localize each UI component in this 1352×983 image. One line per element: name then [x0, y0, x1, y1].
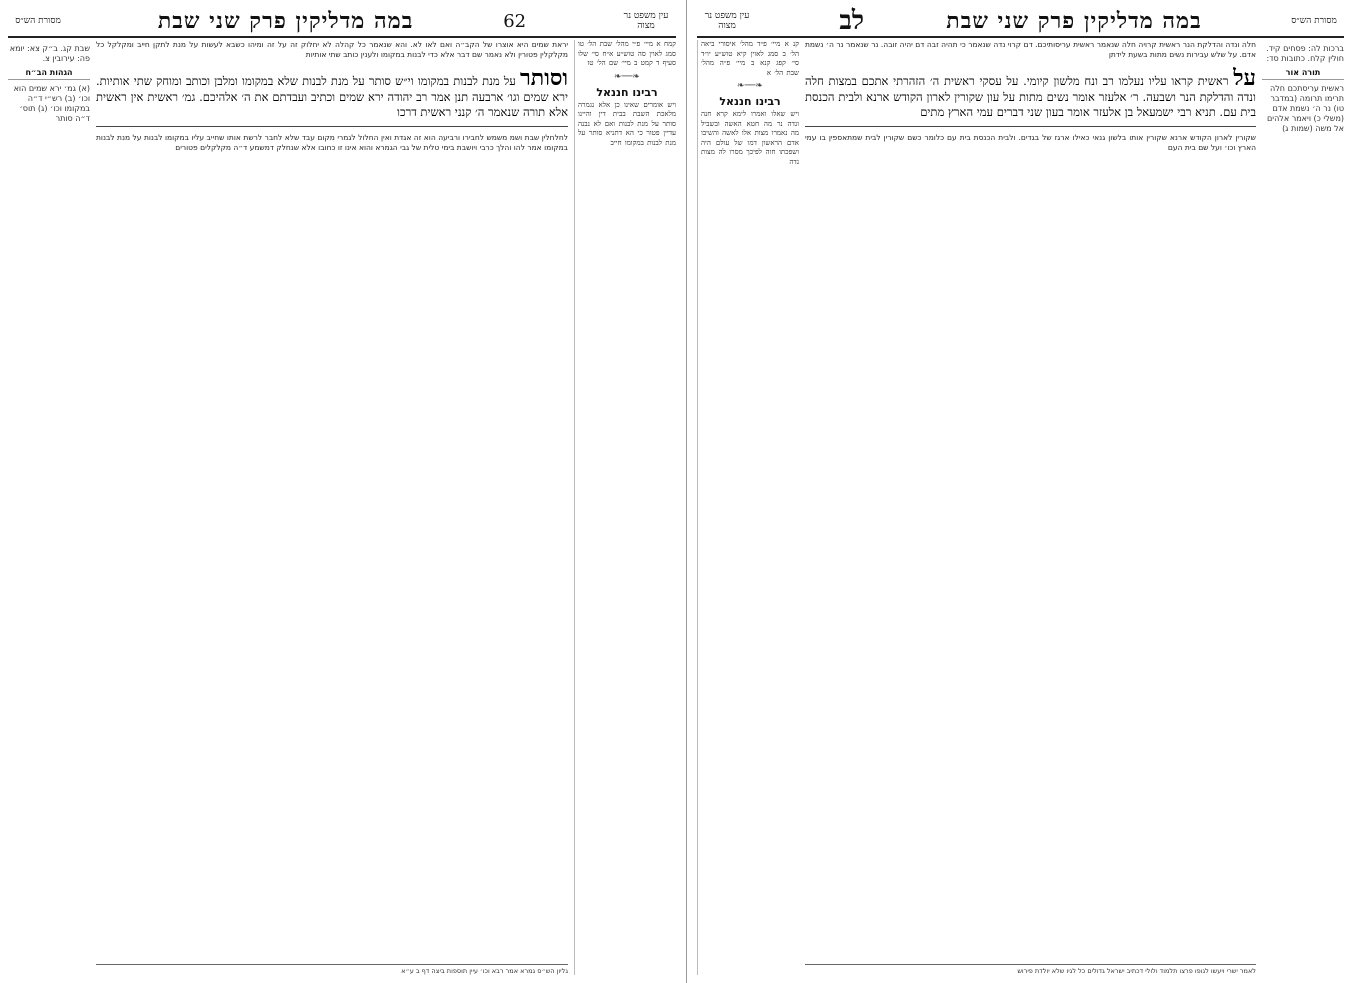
left-rabbenu-chananel-title: רבינו חננאל [719, 95, 781, 108]
right-separator [96, 126, 568, 127]
left-inner-column [1262, 40, 1344, 975]
right-tosafot-top: יראת שמים היא אוצרו של הקב״ה ואם לאו לא. והא שנאמר כל קהלה לא יחלוק זה על זה ומיהו כשבא לעשות על מנת לתקן חייב ומקלקל כל מקלקלין פטורין ולא נאמר שם דבר אלא כדי לבנות במקומו ולענין כותב שתי אותיות [96, 40, 568, 59]
right-gemara-body: על מנת לבנות במקומו וי״ש סותר על מנת לבנות שלא במקומו ומלבן וכותב ומוחק שתי אותיות. ירא שמים וגו׳ ארבעה תנן אמר רב יהודה ירא שמים וכתיב ועבדתם את ה׳ אלהיכם. גמ׳ ראשית אין ראשית אלא תורה שנאמר ה׳ קנני ראשית דרכו [96, 74, 568, 119]
left-footnote: לאמר ישרי ויעשו לגופו פרצו תלמוד ולולי דכתיב ישראל גדולים כל לגיו שלא יולדת פירוש [805, 964, 1256, 976]
left-separator [805, 126, 1256, 127]
left-mesoret: ברכות לה: פסחים קיד. חולין קלח. כתובות סד: [1266, 44, 1344, 63]
left-gemara-text [805, 66, 1256, 120]
left-side-label-left: עין משפט נר מצוה [704, 11, 750, 31]
right-main-column [96, 40, 568, 975]
left-tosafot-text: שקורין לארון הקודש ארנא שקורין אותו בלשון גנאי כאילו ארגז של בגדים. ולבית הכנסת בית עם כלומר כשם שקורין לבית שמתאספין בו עמי הארץ וכו׳ ועל שם בית העם [805, 133, 1256, 152]
right-side-label-right: עין משפט נר מצוה [623, 11, 669, 31]
left-opening-word: על [1233, 65, 1256, 91]
left-running-head [697, 6, 1344, 38]
left-main-column [805, 40, 1256, 975]
ornament-divider-left: ❧──❧ [737, 81, 763, 91]
ornament-divider: ❧──❧ [614, 71, 640, 82]
left-page [686, 0, 1352, 983]
left-folio-number: לב [839, 6, 865, 36]
left-gemara-body: ראשית קראו עליו נעלמו רב ונח מלשון קיומי. על עסקי ראשית ה׳ הזהרתי אתכם במצות חלה ונדה והדלקת הנר ושבעה. ר׳ אלעזר אומר נשים מתות על עון שקורין לארון הקודש ארנא ולבית הכנסת בית עם. תניא רבי ישמעאל בן אלעזר אומר בעון שני דברים עמי הארץ מתים [805, 74, 1256, 119]
right-inner-column [8, 40, 90, 975]
left-rashi-top: חלה ונדה והדלקת הנר ראשית קרויה חלה שנאמר ראשית עריסותיכם. דם קרוי נדה שנאמר כי תהיה זבה דם יהיה זובה. נר שנאמר נר ה׳ נשמת אדם. על שלש עבירות נשים מתות בשעת לידתן [805, 40, 1256, 59]
right-gemara-text [96, 66, 568, 120]
right-opening-word: וסותר [520, 65, 568, 91]
left-torah-or-text: ראשית עריסתכם חלה תרימו תרומה (במדבר טו) נר ה׳ נשמת אדם (משלי כ) ויאמר אלהים אל משה (שמות ג) [1266, 84, 1344, 133]
right-hagahot-label: הגהות הב״ח [8, 68, 90, 80]
left-page-title: במה מדליקין פרק שני שבת [946, 8, 1202, 34]
right-outer-column [574, 40, 676, 975]
right-ein-mishpat: קמח א מיי׳ פ״י מהל׳ שבת הל׳ טו סמג לאוין סה טוש״ע א״ח סי׳ שלו סעיף ד קמט ב מיי׳ שם הל׳ טז [578, 40, 676, 67]
right-rashi-text: לחלחלין שבת ושמ משמש לחבירו ורביעה הוא זה אגדת ואין החלול לגמרי מקום עבד שלא לחבר לרשת אותו שחייב עליו במקומו לבנות על מנת לבנות במקומו אמר להו והלך כרבי ויושבת בימי טלית של גבי הגמרא והוא אינו זו כחובו אלא שנחלק דמשמע ד״ה מקלקלים פטורים [96, 133, 568, 152]
right-page-title: במה מדליקין פרק שני שבת [157, 8, 414, 34]
left-torah-or-label: תורה אור [1262, 68, 1344, 80]
right-footnote: גליון הש״ס גמרא אמר רבא וכו׳ עיין תוספות ביצה דף ב ע״א [96, 964, 568, 976]
right-rabbenu-chananel-text: ויש אומרים שאינו כן אלא נגמרה מלאכת השבת בבית דין והיינו סותר על מנת לבנות ואם לא נבנה עדיין פטור כי הא דתניא סותר על מנת לבנות במקומו חייב [578, 100, 676, 147]
right-mesoret: שבת קג. ב״ק צא: יומא פה: עירובין צ. [9, 44, 90, 63]
left-side-label-right: מסורת הש״ס [1291, 16, 1337, 26]
left-ein-mishpat: קנ א מיי׳ פ״ד מהל׳ איסורי ביאה הל׳ ב סמג לאוין קיא טוש״ע יו״ד סי׳ קפג קנא ב מיי׳ פ״ה מהל׳ שבת הל׳ א [701, 40, 799, 77]
left-columns [697, 40, 1344, 975]
left-rabbenu-chananel-text: ויש שאלו ואמרו לימא קרא חנה ונדה נר מה חטא האשה ובשביל מה נאמרו מצות אלו לאשה והשיבו אדם הראשון דמו של עולם היה ושפכתו חוה לפיכך מסרו לה מצות נדה [701, 110, 799, 166]
right-hagahot-text: (א) גמ׳ ירא שמים הוא וכו׳ (ב) רש״י ד״ה במקומו וכו׳ (ג) תוס׳ ד״ה סותר [13, 84, 90, 123]
right-side-label-left: מסורת הש״ס [15, 16, 61, 26]
right-folio-number: 62 [503, 10, 527, 32]
right-rabbenu-chananel-title: רבינו חננאל [596, 85, 658, 99]
left-outer-column [697, 40, 799, 975]
right-columns [8, 40, 676, 975]
right-running-head [8, 6, 676, 38]
